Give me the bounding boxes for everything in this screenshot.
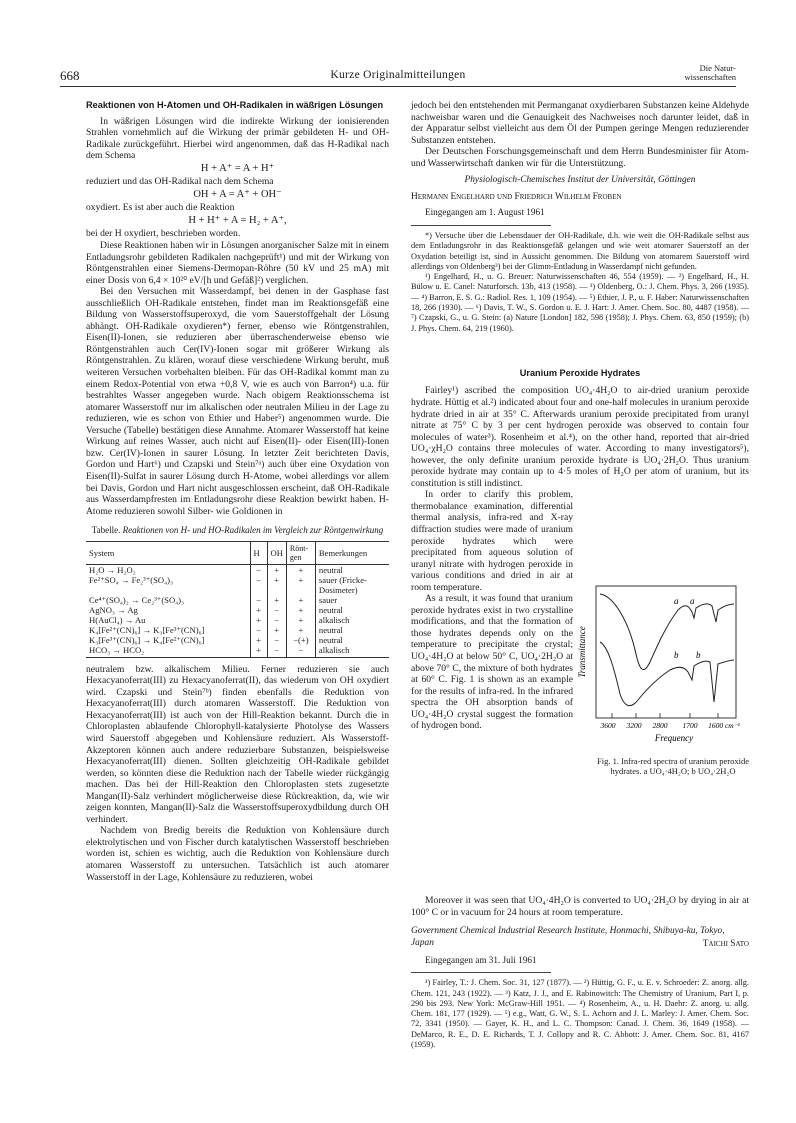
x-tick-label: 1600 cm⁻¹ — [708, 721, 740, 730]
page-number: 668 — [60, 68, 80, 83]
paragraph: neutralem bzw. alkalischem Milieu. Ferner reduzieren sie auch Hexacyanoferrat(III) zu Hexacyanoferrat(II), das wiederum von OH oxydiert wird. Czapski und Stein⁷ᵇ) finden ebenfalls die Reduktion von Hexacyanoferrat(III) durch atomaren Wasserstoff. Die Reduktion von Hexacyanoferrat(III) ist auch von der Hill-Reaktion bekannt. Durch die in Chloroplasten ablaufende Chlorophyll-katalysierte Photolyse des Wassers wird Sauerstoff abgegeben und Kohlensäure reduziert. Als Wasserstoff-Akzeptoren können auch andere reduzierbare Substanzen, beispielsweise Hexacyanoferrat(III) dienen. Sollten gleichzeitig OH-Radikale gebildet werden, so könnten diese die Reduktion nach der Tabelle wieder rückgängig machen. Das bei der Hill-Reaktion den Chloroplasten stets zugesetzte Mangan(II)-Salz verhindert möglicherweise diese Rückreaktion, da, wie wir zeigen konnten, Mangan(II)-Salz die Wasserstoffsuperoxydbildung durch OH verhindert. — [86, 663, 389, 825]
table-cell: Ce⁴⁺(SO₄)₂ → Ce₂³⁺(SO₄)₃ — [89, 594, 185, 605]
table-row — [86, 635, 389, 645]
figure-caption: Fig. 1. Infra-red spectra of uranium peroxide hydrates. a UO₄·4H₂O; b UO₄·2H₂O — [597, 756, 749, 776]
received-date: Eingegangen am 1. August 1961 — [425, 207, 545, 218]
x-tick-label: 1700 — [682, 721, 698, 730]
paragraph: jedoch bei den entstehenden mit Permanganat oxydierbaren Substanzen keine Aldehyde nachweisbar waren und die Genauigkeit des Nachweises noch darunter leidet, daß in der Apparatur selbst vielleicht aus dem Öl der Pumpen geringe Mengen reduzierender Substanzen entstehen. — [411, 100, 749, 146]
table-cell: + — [286, 575, 315, 585]
table-cell: H(AuCl₄) → Au — [89, 614, 146, 625]
paragraph: In wäßrigen Lösungen wird die indirekte Wirkung der ionisierenden Strahlen vornehmlich auf die Wirkung der primär gebildeten H- und OH-Radikale zurückgeführt. Hierbei wird angenommen, daß das H-Radikal nach dem Schema — [86, 115, 389, 162]
x-tick-label: 3600 — [600, 721, 616, 730]
table-cell: Fe²⁺SO₄ → Fe₂³⁺(SO₄)₃ — [89, 574, 173, 585]
table-cell: neutral — [315, 625, 389, 635]
table-header: System — [86, 541, 250, 564]
table-row — [86, 645, 389, 658]
table-cell: AgNO₃ → Ag — [89, 604, 138, 615]
table-cell: Dosimeter) — [315, 585, 389, 595]
table-cell: − — [267, 615, 286, 625]
paragraph: Der Deutschen Forschungsgemeinschaft und dem Herrn Bundesminister für Atom- und Wasserwirtschaft danken wir für die Unterstützung. — [411, 146, 749, 169]
footnote-rule — [411, 972, 551, 973]
table-cell: + — [267, 564, 286, 575]
curve-label-b: b — [696, 650, 701, 660]
y-axis-label: Transmittance — [577, 626, 587, 678]
table-cell: + — [286, 615, 315, 625]
equation: OH + A = A⁺ + OH⁻ — [193, 188, 282, 200]
table-header: Rönt-gen — [286, 541, 315, 564]
received-date: Eingegangen am 31. Juli 1961 — [425, 954, 537, 965]
table-row — [86, 605, 389, 615]
paragraph: Diese Reaktionen haben wir in Lösungen anorganischer Salze mit in einem Entladungsrohr gebildeten Radikalen nachgeprüft¹) und mit der Wirkung von Röntgenstrahlen einer Siemens-Dermopan-Röhre (50 kV und 25 mA) mit einer Dosis von 6,4 × 10²⁰ eV/[h und Gefäß]²) verglichen. — [86, 240, 389, 286]
paragraph: Fairley¹) ascribed the composition UO₄·4H₂O to air-dried uranium peroxide hydrate. Hüttig et al.²) indicated about four and one-half molecules in uranium peroxide hydrate dried in air at 35° C. Afterwards uranium peroxide precipitated from uranyl nitrate at 75° C by 3 per cent hydrogen peroxide was observed to contain four molecules of water³). Rosenheim et al.⁴), on the other hand, reported that air-dried UO₄·χH₂O contains three molecules of water. According to many investigators⁵), however, the only definite uranium peroxide hydrate is UO₄·2H₂O. Thus uranium peroxide hydrate may contain up to 4·5 moles of H₂O per atom of uranium, but its constitution is still indistinct. — [411, 385, 749, 489]
article-title-english: Uranium Peroxide Hydrates — [519, 367, 641, 378]
table-cell: + — [286, 625, 315, 635]
results-table — [86, 541, 389, 658]
table-caption: Tabelle. Reaktionen von H- und HO-Radikalen im Vergleich zur Röntgenwirkung — [91, 525, 384, 536]
curve-label-a: a — [674, 596, 679, 606]
table-header: H — [250, 541, 267, 564]
affiliation: Physiologisch-Chemisches Institut der Universität, Göttingen — [464, 175, 696, 186]
equation: H + A⁺ = A + H⁺ — [200, 162, 275, 174]
paragraph: In order to clarify this problem, thermobalance examination, differential thermal analysis, infra-red and X-ray diffraction studies were made of uranium peroxide hydrates which were precipitated from aqueous solution of uranyl nitrate with hydrogen peroxide in various conditions and dried in air at room temperature. — [411, 489, 573, 593]
table-row — [86, 575, 389, 585]
authors: Hermann Engelhard und Friedrich Wilhelm Froben — [411, 191, 622, 202]
paragraph: reduziert und das OH-Radikal nach dem Schema — [86, 176, 274, 188]
curve-label-a: a — [690, 596, 695, 606]
curve-a — [600, 594, 734, 670]
table-cell: − — [267, 635, 286, 645]
table-cell: + — [267, 625, 286, 635]
table-row — [86, 564, 389, 575]
table-cell: + — [267, 595, 286, 605]
x-tick-label: 3200 — [626, 721, 642, 730]
table-cell: K₄[Fe²⁺(CN)₆] → K₃[Fe³⁺(CN)₆] — [89, 624, 205, 635]
table-cell: K₃[Fe³⁺(CN)₆] → K₄[Fe²⁺(CN)₆] — [89, 634, 205, 645]
table-cell: + — [286, 564, 315, 575]
table-cell: + — [250, 615, 267, 625]
table-cell: sauer — [315, 595, 389, 605]
table-cell: − — [250, 625, 267, 635]
footnote-rule — [411, 225, 551, 226]
table-row — [86, 595, 389, 605]
table-cell: + — [286, 595, 315, 605]
table-cell — [86, 585, 250, 595]
table-cell: − — [286, 645, 315, 658]
table-header: Bemerkungen — [315, 541, 389, 564]
table-cell: + — [250, 605, 267, 615]
table-cell: HCO₃ → HCO₂ — [86, 645, 250, 658]
plot-frame — [596, 586, 736, 718]
table-cell: + — [250, 635, 267, 645]
references: ¹) Engelhard, H., u. G. Breuer: Naturwissenschaften 46, 554 (1959). — ²) Engelhard, H., H. Bülow u. E. Canel: Naturforsch. 13b, 413 (1958). — ³) Oldenberg, O.: J. Chem. Phys. 3, 266 (1935). — ⁴) Barron, E. S. G.: Radiol. Res. 1, 109 (1954). — ⁵) Ethier, J. P., u. F. Haber: Naturwissenschaften 18, 266 (1930). — ⁶) Davis, T. W., S. Gordon u. E. J. Hart: J. Amer. Chem. Soc. 80, 4487 (1958). — ⁷) Czapski, G., u. G. Stein: (a) Nature [London] 182, 598 (1958); J. Phys. Chem. 63, 850 (1959); (b) J. Phys. Chem. 64, 219 (1960). — [411, 272, 749, 333]
curve-b — [600, 642, 734, 706]
paragraph: oxydiert. Es ist aber auch die Reaktion — [86, 202, 235, 214]
table-cell: − — [267, 645, 286, 658]
article-title-german: Reaktionen von H-Atomen und OH-Radikalen in wäßrigen Lösungen — [86, 100, 384, 110]
right-column-lower — [411, 895, 749, 1050]
table-cell: − — [250, 575, 267, 585]
paragraph: Nachdem von Bredig bereits die Reduktion von Kohlensäure durch elektrolytischen und von Fischer durch katalytischen Wasserstoff beschrieben worden ist, schien es wichtig, auch die Reduktion von Kohlensäure durch atomaren Wasserstoff zu untersuchen. Tatsächlich ist auch atomarer Wasserstoff in der Lage, Kohlensäure zu reduzieren, wobei — [86, 825, 389, 883]
table-cell: + — [267, 575, 286, 585]
paragraph: As a result, it was found that uranium peroxide hydrates exist in two crystalline modifications, and that the formation of those hydrates depends only on the temperature to precipitate the crystal; UO₄·4H₂O at below 50° C, UO₄·2H₂O at above 70° C, the mixture of both hydrates at 60° C. Fig. 1 is shown as an example for the results of infra-red. In the infrared spectra the OH absorption bands of UO₄·4H₂O crystal suggest the formation of hydrogen bond. — [411, 593, 573, 732]
table-cell — [286, 585, 315, 595]
affiliation: Government Chemical Industrial Research Institute, Honmachi, Shibuya-ku, Tokyo, Japan — [411, 926, 725, 948]
page-header — [60, 64, 736, 87]
footnote: *) Versuche über die Lebensdauer der OH-Radikale, d.h. wie weit die OH-Radikale selbst aus dem Entladungsrohr in das Reaktionsgefäß gelangen und wie weit atomarer Sauerstoff an der Oxydation beteiligt ist, sind in Aussicht genommen. Die Bildung von atomarem Sauerstoff wird allerdings von Oldenberg³) bei der Glimm-Entladung in Wasserdampf nicht gefunden. — [411, 230, 749, 271]
author: Taichi Sato — [702, 939, 749, 950]
paragraph: Moreover it was seen that UO₄·4H₂O is converted to UO₄·2H₂O by drying in air at 100° C or in vacuum for 24 hours at room temperature. — [411, 895, 749, 918]
left-column — [86, 100, 389, 883]
table-row — [86, 585, 389, 595]
table-cell — [250, 585, 267, 595]
curve-label-b: b — [674, 650, 679, 660]
table-cell: − — [267, 605, 286, 615]
equation: H + H⁺ + A = H₂ + A⁺, — [188, 214, 287, 226]
table-cell: neutral — [315, 564, 389, 575]
table-cell: alkalisch — [315, 645, 389, 658]
x-tick-label: 2800 — [652, 721, 668, 730]
table-cell: neutral — [315, 635, 389, 645]
paragraph: Bei den Versuchen mit Wasserdampf, bei denen in der Gasphase fast ausschließlich OH-Radikale entstehen, findet man im Reaktionsgefäß eine Bildung von Wasserstoffsuperoxyd, die vom Sauerstoffgehalt der Lösung abhängt. OH-Radikale oxydieren*) ferner, ebenso wie Röntgenstrahlen, Eisen(II)-Ionen, sie reduzieren aber überraschenderweise ebenso wie Röntgenstrahlen auch Cer(IV)-Ionen sogar mit größerer Wirkung als Röntgenstrahlen. Zu klären, worauf diese verschiedene Wirkung beruht, muß weiteren Versuchen vorbehalten bleiben. Für das OH-Radikal kommt man zu einem Redox-Potential von etwa +0,8 V, wie es auch von Barron⁴) u.a. für bestrahltes Wasser angegeben wurde. Nach obigem Reaktionsschema ist atomarer Wasserstoff nur im alkalischen oder neutralen Milieu in der Lage zu reduzieren, wie es schon von Ethier und Haber⁵) angenommen wurde. Die Versuche (Tabelle) bestätigen diese Annahme. Atomarer Wasserstoff hat keine Wirkung auf reines Wasser, auch nicht auf Eisen(II)- oder Eisen(III)-Ionen bzw. Cer(IV)-Ionen in saurer Lösung. In letzter Zeit berichteten Davis, Gordon und Hart⁶) und Czapski und Stein⁷ᵃ) auch über eine Oxydation von Eisen(II)-Sulfat in saurer Lösung durch H-Atome, wobei allerdings vor allem bei Davis, Gordon und Hart nicht ausgeschlossen erscheint, daß OH-Radikale aus Wasserdampfresten im Entladungsrohr diese Reaktion bewirkt haben. H-Atome reduzieren sowohl Silber- wie Goldionen in — [86, 286, 389, 517]
journal-name: Die Natur- wissenschaften — [684, 63, 736, 82]
table-cell: + — [250, 645, 267, 658]
table-row — [86, 615, 389, 625]
x-axis-label: Frequency — [654, 733, 694, 743]
table-cell: neutral — [315, 605, 389, 615]
table-cell: sauer (Fricke- — [315, 575, 389, 585]
paragraph: bei der H oxydiert, beschrieben worden. — [86, 228, 241, 240]
references: ¹) Fairley, T.: J. Chem. Soc. 31, 127 (1877). — ²) Hüttig, G. F., u. E. v. Schroeder: Z. anorg. allg. Chem. 121, 243 (1922). — ³) Katz, J. J., and E. Rabinowitch: The Chemistry of Uranium, Part I, p. 290 bis 293. New York: McGraw-Hill 1951. — ⁴) Rosenheim, A., u. H. Daehr: Z. anorg. u. allg. Chem. 181, 177 (1929). — ⁵) e.g., Watt, G. W., S. L. Achorn and J. L. Marley: J. Amer. Chem. Soc. 72, 3341 (1950). — Gayer, K. H., and L. C. Thompson: Canad. J. Chem. 36, 1649 (1958). — DeMarco, R. E., D. E. Richards, T. J. Collopy and R. C. Abbott: J. Amer. Chem. Soc. 81, 4167 (1959). — [411, 978, 749, 1050]
table-cell: + — [286, 605, 315, 615]
table-cell: − — [250, 595, 267, 605]
ir-spectrum-figure — [574, 582, 750, 750]
table-cell: −(+) — [286, 635, 315, 645]
table-header: OH — [267, 541, 286, 564]
table-cell: alkalisch — [315, 615, 389, 625]
table-row — [86, 625, 389, 635]
table-cell: H₂O → H₂O₂ — [89, 564, 136, 575]
table-cell — [267, 585, 286, 595]
section-title: Kurze Originalmitteilungen — [330, 69, 466, 81]
table-cell: − — [250, 564, 267, 575]
